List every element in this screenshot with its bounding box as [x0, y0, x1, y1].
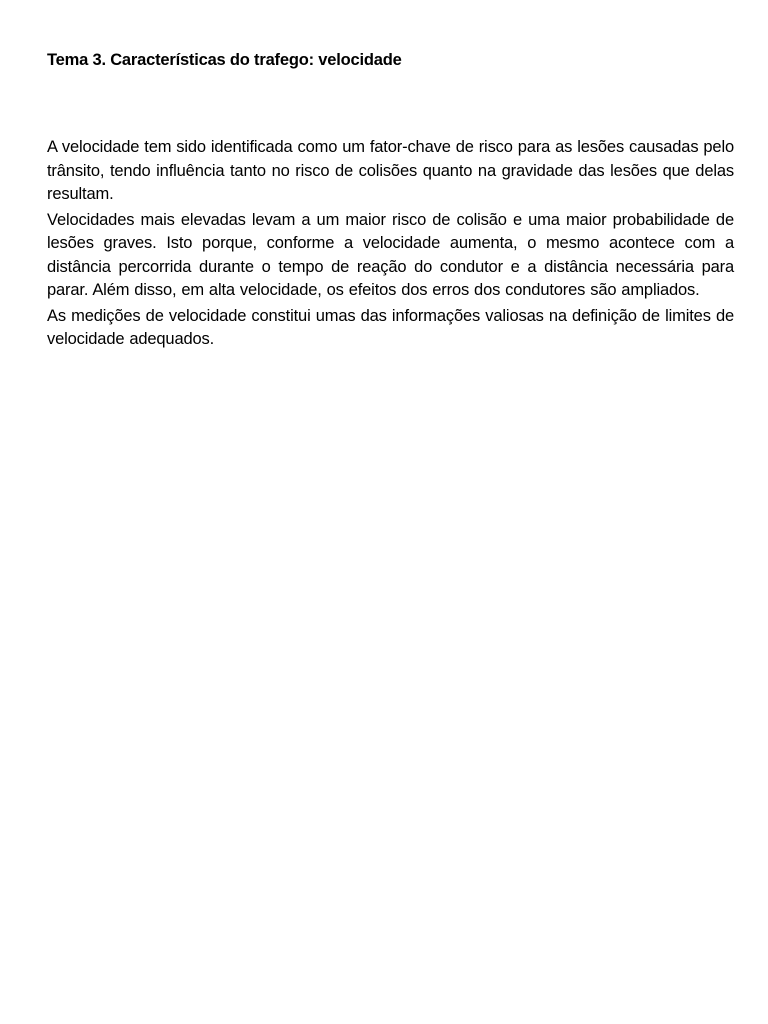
page-title: Tema 3. Características do trafego: velocidade [47, 51, 402, 69]
document-body [47, 136, 734, 354]
paragraph-higher-speeds: Velocidades mais elevadas levam a um maior risco de colisão e uma maior probabilidade de lesões graves. Isto porque, conforme a velocidade aumenta, o mesmo acontece com a distância percorrida durante o tempo de reação do condutor e a distância necessária para parar. Além disso, em alta velocidade, os efeitos dos erros dos condutores são ampliados. [47, 210, 734, 299]
paragraph-speed-risk-factor: A velocidade tem sido identificada como um fator-chave de risco para as lesões causadas pelo trânsito, tendo influência tanto no risco de colisões quanto na gravidade das lesões que delas resultam. [47, 138, 734, 203]
paragraph-speed-measurements: As medições de velocidade constitui umas das informações valiosas na definição de limites de velocidade adequados. [47, 306, 734, 348]
